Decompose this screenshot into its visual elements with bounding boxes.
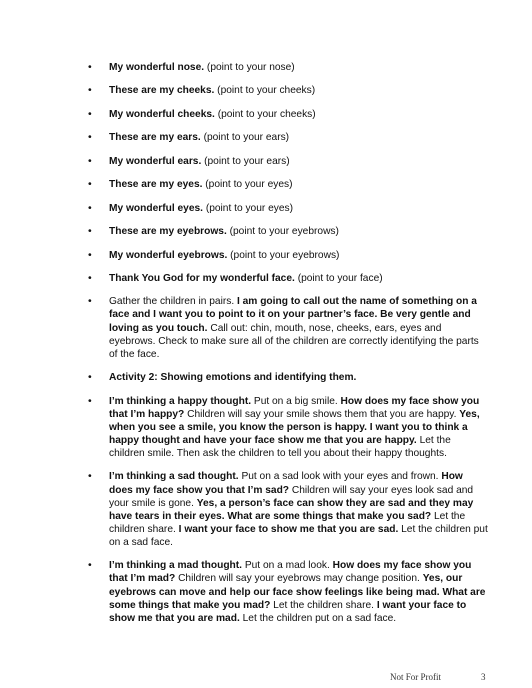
bullet-icon: •: [88, 225, 92, 238]
body-text: Put on a big smile.: [251, 395, 341, 407]
bold-text: I want your face to show me that you are sad.: [178, 523, 399, 535]
list-item: [88, 272, 488, 285]
body-text: Gather the children in pairs.: [109, 296, 237, 308]
list-item: [88, 295, 488, 360]
list-item: [88, 559, 488, 624]
body-text: Let the children put on a sad face.: [109, 523, 488, 548]
body-text: (point to your ears): [200, 132, 290, 144]
list-item: [88, 249, 488, 262]
body-text: Children will say your eyebrows may change position.: [175, 573, 423, 585]
bold-text: Yes, a person’s face can show they are sad and they may have tears in their eyes. What are some things that make you sad?: [109, 497, 474, 522]
body-text: Let the children share.: [109, 510, 466, 535]
bold-text: These are my ears.: [109, 132, 201, 144]
bullet-icon: •: [88, 107, 92, 120]
bold-text: I’m thinking a happy thought.: [109, 395, 252, 407]
bullet-icon: •: [88, 394, 92, 407]
body-text: (point to your eyebrows): [226, 226, 339, 238]
bold-text: Thank You God for my wonderful face.: [109, 272, 295, 284]
list-item: [88, 202, 488, 215]
bold-text: My wonderful eyebrows.: [109, 249, 228, 261]
bold-text: These are my eyebrows.: [109, 226, 227, 238]
body-text: (point to your ears): [201, 155, 290, 167]
list-item: [88, 84, 488, 97]
bold-text: I’m thinking a mad thought.: [109, 560, 242, 572]
bold-text: I am going to call out the name of something on a face and I want you to point to it on your partner’s face. Be very gentle and loving as you touch.: [109, 296, 477, 334]
body-text: (point to your cheeks): [214, 85, 316, 97]
bullet-list: [88, 61, 488, 635]
bold-text: My wonderful ears.: [109, 155, 202, 167]
body-text: (point to your cheeks): [214, 108, 316, 120]
bullet-icon: •: [88, 61, 92, 73]
bullet-icon: •: [88, 201, 92, 214]
body-text: Let the children smile. Then ask the children to tell you about their happy thoughts.: [109, 434, 451, 459]
list-item: [88, 395, 488, 460]
list-item: [88, 131, 488, 144]
list-item: [88, 225, 488, 238]
body-text: (point to your eyes): [202, 202, 294, 214]
body-text: Children will say your smile shows them that you are happy.: [184, 408, 460, 420]
list-item: [88, 371, 488, 384]
bold-text: I’m thinking a sad thought.: [109, 471, 239, 483]
body-text: (point to your nose): [204, 62, 295, 73]
body-text: Children will say your eyes look sad and your smile is gone.: [109, 484, 474, 509]
bold-text: Activity 2: Showing emotions and identifying them.: [109, 372, 357, 384]
bullet-icon: •: [88, 248, 92, 261]
bullet-icon: •: [88, 84, 92, 97]
page-number: 3: [481, 672, 486, 682]
bold-text: These are my cheeks.: [109, 85, 215, 97]
list-item: [88, 178, 488, 191]
bullet-icon: •: [88, 154, 92, 167]
body-text: Let the children put on a sad face.: [239, 612, 397, 624]
list-item: [88, 108, 488, 121]
list-item: [88, 61, 488, 74]
body-text: (point to your face): [294, 272, 383, 284]
body-text: Put on a mad look.: [242, 560, 333, 572]
footer-label: Not For Profit: [390, 672, 442, 682]
bold-text: These are my eyes.: [109, 179, 203, 191]
bullet-icon: •: [88, 271, 92, 284]
bullet-icon: •: [88, 371, 92, 384]
bullet-icon: •: [88, 470, 92, 483]
bold-text: I want your face to show me that you are mad.: [109, 599, 467, 624]
bold-text: How does my face show you that I’m sad?: [109, 471, 463, 496]
bold-text: How does my face show you that I’m mad?: [109, 560, 472, 585]
bold-text: My wonderful cheeks.: [109, 108, 215, 120]
bullet-icon: •: [88, 295, 92, 308]
body-text: Call out: chin, mouth, nose, cheeks, ears, eyes and eyebrows. Check to make sure all of the children are correctly identifying the parts of the face.: [109, 322, 479, 360]
list-item: [88, 470, 488, 549]
bold-text: My wonderful eyes.: [109, 202, 203, 214]
bullet-icon: •: [88, 178, 92, 191]
bold-text: Yes, our eyebrows can move and help our face show feelings like being mad. What are some things that make you mad?: [109, 573, 486, 611]
list-item: [88, 155, 488, 168]
bold-text: How does my face show you that I’m happy?: [109, 395, 480, 420]
body-text: (point to your eyebrows): [227, 249, 340, 261]
body-text: Put on a sad look with your eyes and frown.: [238, 471, 442, 483]
bullet-icon: •: [88, 131, 92, 144]
bullet-icon: •: [88, 559, 92, 572]
bold-text: My wonderful nose.: [109, 62, 205, 73]
bold-text: Yes, when you see a smile, you know the person is happy. I want you to think a happy thought and have your face show me that you are happy.: [109, 408, 480, 446]
body-text: Let the children share.: [270, 599, 377, 611]
body-text: (point to your eyes): [202, 179, 293, 191]
